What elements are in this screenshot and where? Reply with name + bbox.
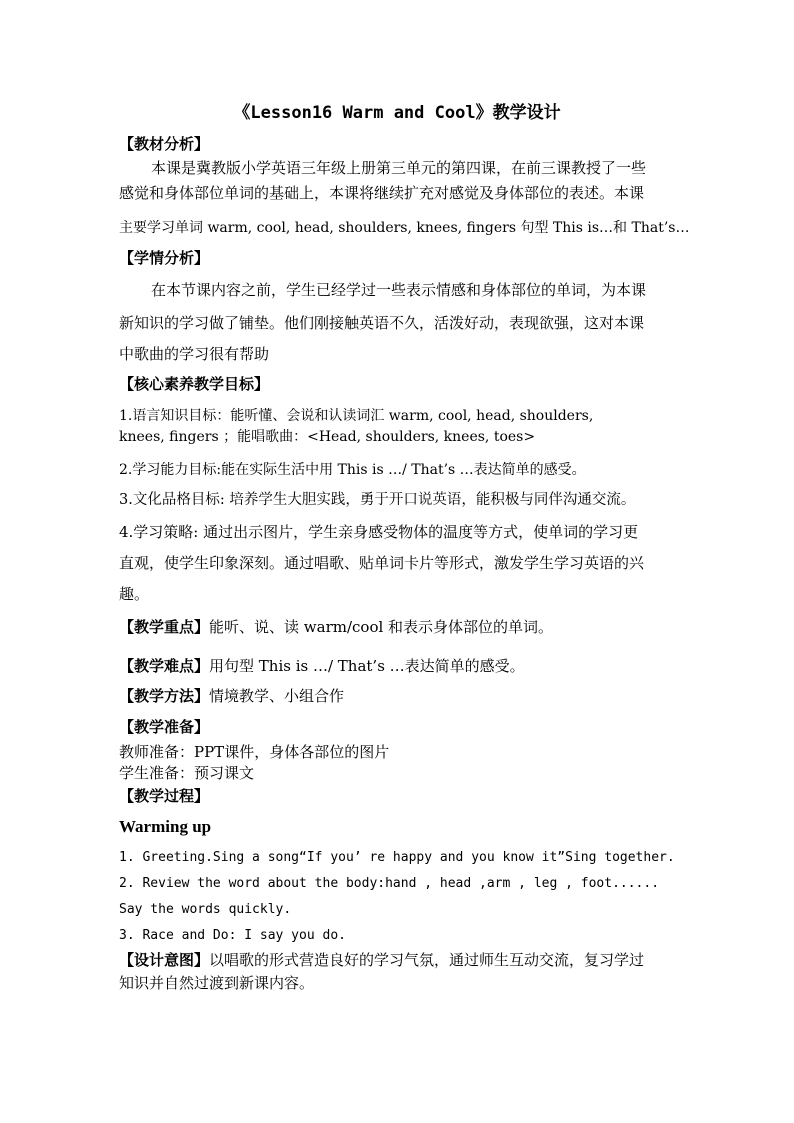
design-intent [119, 950, 644, 970]
heading-material: 【教材分析】 [119, 135, 210, 153]
heading-process: 【教学过程】 [119, 787, 210, 805]
heading-intent: 【设计意图】 [119, 951, 210, 969]
warming-line: Say the words quickly. [119, 902, 292, 917]
heading-goals: 【核心素养教学目标】 [119, 375, 270, 393]
goals-line: 直观，使学生印象深刻。通过唱歌、贴单词卡片等形式，激发学生学习英语的兴 [119, 554, 645, 572]
heading-prep: 【教学准备】 [119, 718, 210, 736]
heading-difficult: 【教学难点】 [119, 657, 210, 675]
goals-line: 1.语言知识目标：能听懂、会说和认读词汇 warm, cool, head, shoulders, [119, 408, 594, 424]
prep-line: 教师准备：PPT课件，身体各部位的图片 [119, 743, 390, 761]
difficult-point [119, 656, 525, 676]
warming-line: 1. Greeting.Sing a song“If you’ re happy and you know it”Sing together. [119, 850, 675, 865]
warming-line: 2. Review the word about the body:hand , head ,arm , leg , foot...... [119, 876, 660, 891]
heading-students: 【学情分析】 [119, 249, 210, 267]
goals-line: 趣。 [119, 585, 150, 603]
intent-line: 知识并自然过渡到新课内容。 [119, 974, 315, 992]
students-line: 新知识的学习做了铺垫。他们刚接触英语不久，活泼好动，表现欲强，这对本课 [119, 314, 645, 332]
material-line: 主要学习单词 warm, cool, head, shoulders, knees, fingers 句型 This is…和 That’s… [119, 220, 690, 236]
method-text: 情境教学、小组合作 [209, 687, 345, 705]
key-point [119, 617, 553, 637]
goals-line: 2.学习能力目标:能在实际生活中用 This is …/ That’s …表达简单的感受。 [119, 462, 586, 478]
goals-line: 3.文化品格目标: 培养学生大胆实践，勇于开口说英语，能积极与同伴沟通交流。 [119, 492, 636, 508]
material-line: 本课是冀教版小学英语三年级上册第三单元的第四课，在前三课教授了一些 [151, 159, 647, 177]
difficult-text: 用句型 This is …/ That’s …表达简单的感受。 [209, 657, 525, 675]
heading-key: 【教学重点】 [119, 618, 210, 636]
goals-line: 4.学习策略: 通过出示图片，学生亲身感受物体的温度等方式，使单词的学习更 [119, 523, 639, 541]
material-line: 感觉和身体部位单词的基础上，本课将继续扩充对感觉及身体部位的表述。本课 [119, 184, 645, 202]
heading-warming-up: Warming up [119, 817, 212, 836]
page-title: 《Lesson16 Warm and Cool》教学设计 [233, 103, 561, 123]
intent-text: 以唱歌的形式营造良好的学习气氛，通过师生互动交流，复习学过 [209, 951, 645, 969]
prep-line: 学生准备：预习课文 [119, 764, 255, 782]
teaching-method [119, 686, 344, 706]
warming-line: 3. Race and Do: I say you do. [119, 928, 346, 943]
heading-method: 【教学方法】 [119, 687, 210, 705]
goals-line: knees, fingers ；能唱歌曲：<Head, shoulders, knees, toes> [119, 429, 536, 445]
key-text: 能听、说、读 warm/cool 和表示身体部位的单词。 [209, 618, 554, 636]
students-line: 中歌曲的学习很有帮助 [119, 345, 270, 363]
students-line: 在本节课内容之前，学生已经学过一些表示情感和身体部位的单词，为本课 [151, 281, 647, 299]
